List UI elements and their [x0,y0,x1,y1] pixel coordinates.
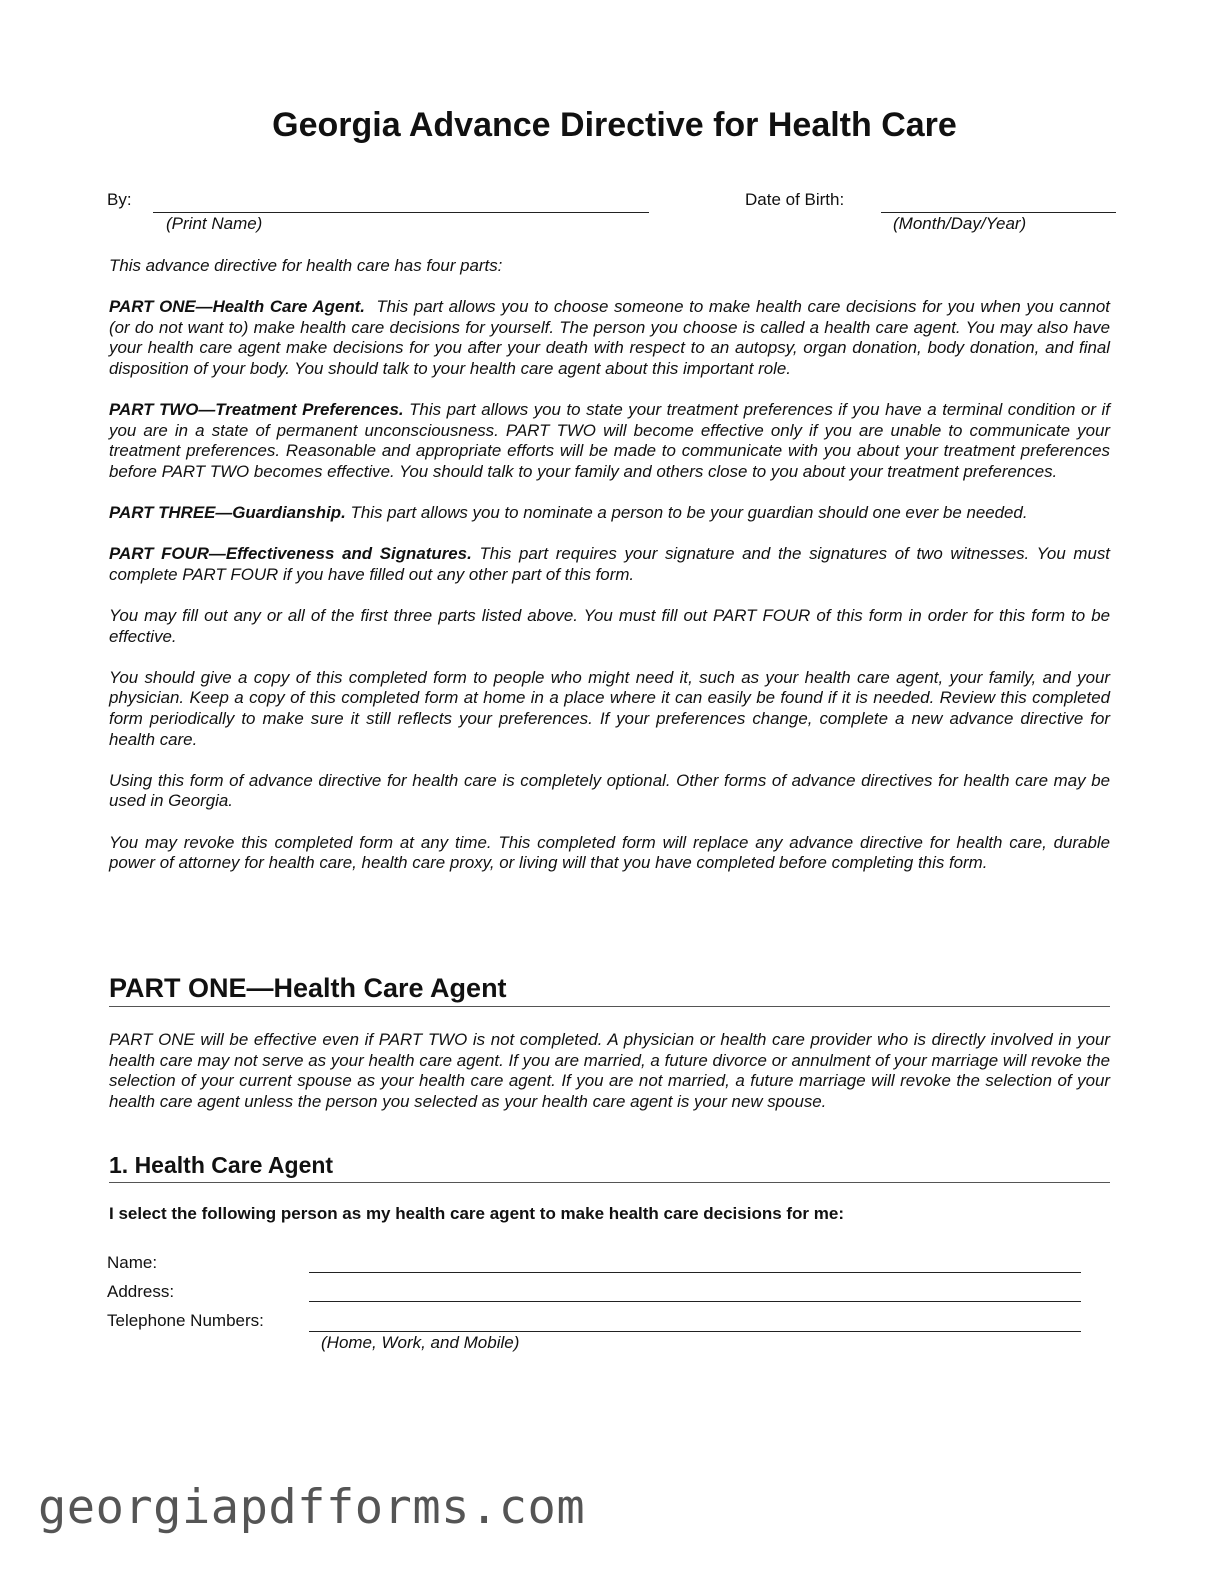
dob-label: Date of Birth: [745,190,845,209]
part-two-summary [109,400,1110,482]
revoke-notice: You may revoke this completed form at any time. This completed form will replace any advance directive for health care, durable power of attorney for health care, health care proxy, or living will that you have completed before completing this form. [109,832,1110,873]
part-one-summary-title: PART ONE—Health Care Agent. [109,297,365,317]
agent-phone-label: Telephone Numbers: [107,1311,264,1330]
dob-field[interactable] [881,212,1116,213]
agent-phone-hint: (Home, Work, and Mobile) [321,1333,520,1352]
fill-instructions: You may fill out any or all of the first three parts listed above. You must fill out PART FOUR of this form in order for this form to be effective. [109,606,1110,646]
print-name-field[interactable] [153,212,649,213]
intro-lead: This advance directive for health care has four parts: [109,256,503,275]
agent-address-label: Address: [107,1282,175,1301]
part-one-heading: PART ONE—Health Care Agent [109,973,1110,1007]
part-four-summary [109,544,1110,585]
part-one-text: PART ONE will be effective even if PART TWO is not completed. A physician or health care provider who is directly involved in your health care may not serve as your health care agent. If you are married, a future divorce or annulment of your marriage will revoke the selection of your current spouse as your health care agent. If you are not married, a future marriage will revoke the selection of your health care agent unless the person you selected as your health care agent is your new spouse. [109,1030,1110,1111]
section-1-heading: 1. Health Care Agent [109,1152,1110,1183]
agent-name-field[interactable] [309,1272,1081,1273]
part-one-summary-text: This part allows you to choose someone to make health care decisions for you when you cannot (or do not want to) make health care decisions for yourself. The person you choose is called a health care agent. You may also have your health care agent make decisions for you after your death with respect to an autopsy, organ donation, body donation, and final disposition of your body. You should talk to your health care agent about this important role. [109,297,1110,378]
part-one-summary [109,297,1110,379]
part-three-summary [109,503,1110,524]
agent-address-field[interactable] [309,1301,1081,1302]
part-four-summary-text: This part requires your signature and the signatures of two witnesses. You must complete PART FOUR if you have filled out any other part of this form. [109,544,1110,584]
agent-select-text: I select the following person as my health care agent to make health care decisions for me: [109,1204,845,1223]
dob-hint: (Month/Day/Year) [893,214,1027,233]
agent-phone-field[interactable] [309,1331,1081,1332]
copy-instructions: You should give a copy of this completed form to people who might need it, such as your health care agent, your family, and your physician. Keep a copy of this completed form at home in a place where it can easily be found if it is needed. Review this completed form periodically to make sure it still reflects your preferences. If your preferences change, complete a new advance directive for health care. [109,667,1110,749]
by-label: By: [107,190,132,209]
agent-name-label: Name: [107,1253,158,1272]
part-four-summary-title: PART FOUR—Effectiveness and Signatures. [109,544,472,564]
part-two-summary-title: PART TWO—Treatment Preferences. [109,400,404,420]
watermark: georgiapdfforms.com [38,1480,586,1535]
optional-notice: Using this form of advance directive for health care is completely optional. Other forms of advance directives for health care may be used in Georgia. [109,770,1110,811]
document-title: Georgia Advance Directive for Health Care [272,106,957,144]
intro-section [109,256,1110,894]
print-name-hint: (Print Name) [166,214,263,233]
part-three-summary-title: PART THREE—Guardianship. [109,503,346,523]
part-two-summary-text: This part allows you to state your treatment preferences if you have a terminal condition or if you are in a state of permanent unconsciousness. PART TWO will become effective only if you are unable to communicate your treatment preferences. Reasonable and appropriate efforts will be made to communicate with you about your treatment preferences before PART TWO becomes effective. You should talk to your family and others close to you about your treatment preferences. [109,400,1110,481]
part-three-summary-text: This part allows you to nominate a person to be your guardian should one ever be needed. [350,503,1028,523]
